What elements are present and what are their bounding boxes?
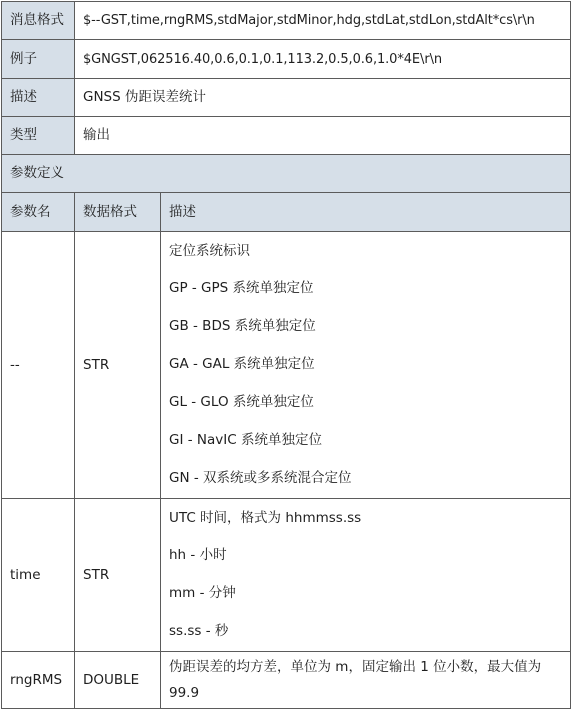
type-row	[2, 117, 571, 155]
example-row	[2, 40, 571, 79]
format-value: $--GST,time,rngRMS,stdMajor,stdMinor,hdg,stdLat,stdLon,stdAlt*cs\r\n	[75, 2, 571, 40]
param-desc-line: GP - GPS 系统单独定位	[169, 280, 314, 296]
format-row	[2, 2, 571, 40]
param-header-desc: 描述	[161, 193, 571, 232]
param-desc-line: ss.ss - 秒	[169, 623, 229, 639]
param-name: --	[2, 232, 75, 499]
param-name: time	[2, 499, 75, 652]
param-name: rngRMS	[2, 652, 75, 709]
description-value: GNSS 伪距误差统计	[75, 79, 571, 117]
description-row	[2, 79, 571, 117]
param-row	[2, 499, 571, 652]
params-title: 参数定义	[2, 155, 571, 193]
param-header-row	[2, 193, 571, 232]
param-format: DOUBLE	[75, 652, 161, 709]
param-format: STR	[75, 232, 161, 499]
example-label: 例子	[2, 40, 75, 79]
param-format: STR	[75, 499, 161, 652]
param-desc-line: mm - 分钟	[169, 585, 236, 601]
param-desc-line: GI - NavIC 系统单独定位	[169, 432, 322, 448]
format-label: 消息格式	[2, 2, 75, 40]
param-desc: 伪距误差的均方差，单位为 m，固定输出 1 位小数，最大值为 99.9	[161, 652, 571, 709]
param-desc-line: 定位系统标识	[169, 243, 250, 259]
param-desc	[161, 499, 571, 652]
description-label: 描述	[2, 79, 75, 117]
params-title-row	[2, 155, 571, 193]
param-desc-line: UTC 时间，格式为 hhmmss.ss	[169, 510, 362, 526]
param-desc-line: GN - 双系统或多系统混合定位	[169, 470, 352, 486]
example-value: $GNGST,062516.40,0.6,0.1,0.1,113.2,0.5,0.6,1.0*4E\r\n	[75, 40, 571, 79]
param-header-name: 参数名	[2, 193, 75, 232]
param-header-format: 数据格式	[75, 193, 161, 232]
param-desc-line: GA - GAL 系统单独定位	[169, 356, 315, 372]
param-row	[2, 652, 571, 709]
param-desc-line: hh - 小时	[169, 547, 227, 563]
param-desc	[161, 232, 571, 499]
param-desc-line: GL - GLO 系统单独定位	[169, 394, 314, 410]
type-value: 输出	[75, 117, 571, 155]
type-label: 类型	[2, 117, 75, 155]
param-row	[2, 232, 571, 499]
param-desc-line: GB - BDS 系统单独定位	[169, 318, 316, 334]
gst-message-spec-table	[1, 1, 571, 709]
